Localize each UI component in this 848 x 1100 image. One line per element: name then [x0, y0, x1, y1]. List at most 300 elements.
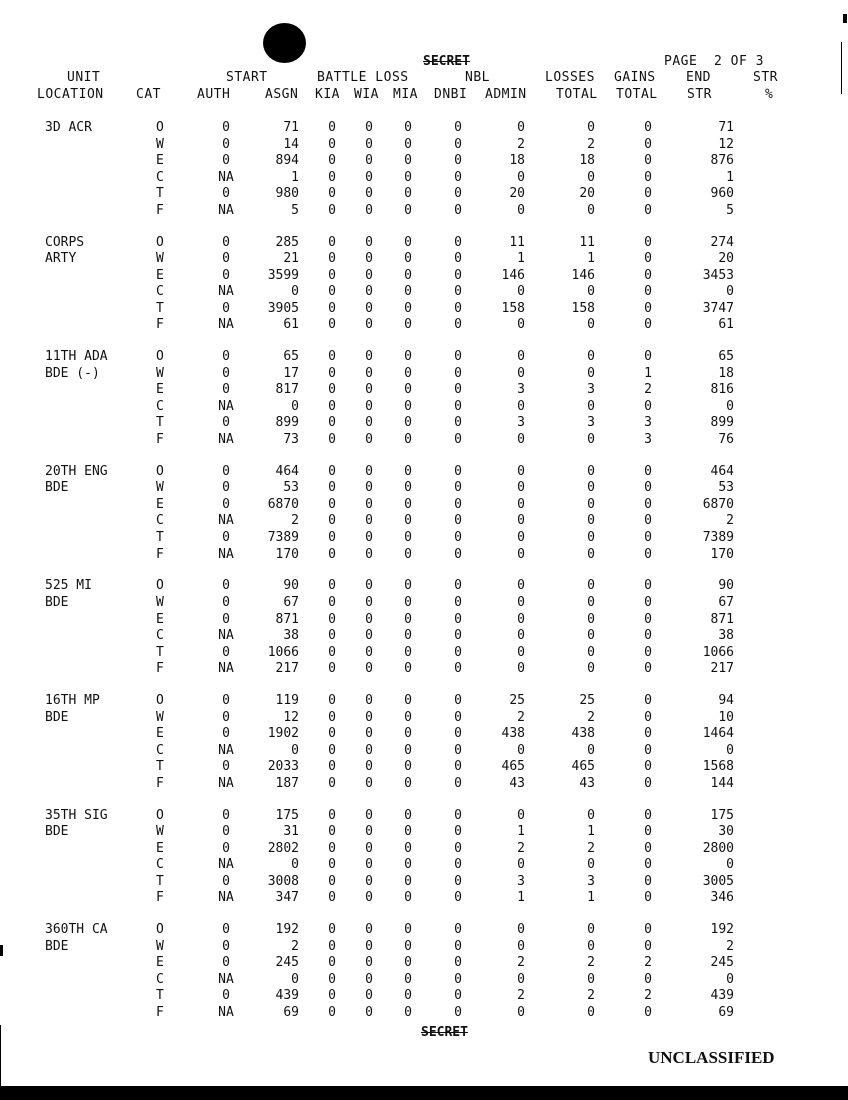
cell-auth: NA: [218, 546, 234, 562]
cell-asgn: 1902: [267, 726, 299, 742]
cell-losses-total: 0: [587, 202, 595, 218]
cell-wia: 0: [365, 496, 373, 512]
cell-kia: 0: [328, 415, 336, 431]
cell-end-str: 38: [718, 628, 734, 644]
cell-wia: 0: [365, 759, 373, 775]
cell-kia: 0: [328, 644, 336, 660]
cell-kia: 0: [328, 267, 336, 283]
cell-gains-total: 0: [644, 267, 652, 283]
cell-losses-total: 0: [587, 578, 595, 594]
cell-losses-total: 0: [587, 496, 595, 512]
cell-dnbi: 0: [454, 382, 462, 398]
cell-admin: 0: [517, 463, 525, 479]
cell-end-str: 0: [726, 742, 734, 758]
cell-asgn: 69: [283, 1004, 299, 1020]
cell-wia: 0: [365, 284, 373, 300]
cell-kia: 0: [328, 857, 336, 873]
cell-dnbi: 0: [454, 153, 462, 169]
cell-auth: 0: [222, 807, 230, 823]
cell-kia: 0: [328, 431, 336, 447]
cell-dnbi: 0: [454, 251, 462, 267]
cell-mia: 0: [404, 398, 412, 414]
cell-cat: O: [156, 234, 164, 250]
cell-asgn: 3008: [267, 873, 299, 889]
header-losses: LOSSES: [545, 70, 595, 85]
cell-asgn: 7389: [267, 530, 299, 545]
cell-gains-total: 0: [644, 759, 652, 775]
cell-mia: 0: [404, 971, 412, 987]
cell-mia: 0: [404, 530, 412, 545]
cell-auth: 0: [222, 415, 230, 431]
cell-cat: F: [156, 661, 164, 677]
cell-dnbi: 0: [454, 349, 462, 365]
cell-end-str: 76: [718, 431, 734, 447]
cell-losses-total: 1: [587, 251, 595, 267]
cell-cat: F: [156, 546, 164, 562]
cell-gains-total: 0: [644, 971, 652, 987]
cell-dnbi: 0: [454, 742, 462, 758]
cell-mia: 0: [404, 775, 412, 791]
cell-cat: E: [156, 267, 164, 283]
cell-auth: 0: [222, 594, 230, 610]
cell-cat: E: [156, 840, 164, 856]
cell-dnbi: 0: [454, 807, 462, 823]
cell-dnbi: 0: [454, 594, 462, 610]
cell-auth: NA: [218, 431, 234, 447]
cell-losses-total: 0: [587, 349, 595, 365]
cell-gains-total: 0: [644, 922, 652, 938]
cell-gains-total: 0: [644, 611, 652, 627]
cell-gains-total: 0: [644, 709, 652, 725]
cell-asgn: 31: [283, 824, 299, 840]
cell-losses-total: 0: [587, 284, 595, 300]
cell-auth: 0: [222, 955, 230, 971]
page-total: 3: [755, 54, 764, 69]
cell-end-str: 1: [726, 169, 734, 185]
cell-asgn: 980: [275, 186, 299, 202]
cell-mia: 0: [404, 463, 412, 479]
cell-dnbi: 0: [454, 840, 462, 856]
header-mia: MIA: [393, 87, 418, 102]
cell-admin: 0: [517, 317, 525, 333]
cell-dnbi: 0: [454, 628, 462, 644]
cell-losses-total: 43: [579, 775, 595, 791]
cell-losses-total: 0: [587, 365, 595, 381]
cell-mia: 0: [404, 709, 412, 725]
cell-dnbi: 0: [454, 169, 462, 185]
cell-kia: 0: [328, 513, 336, 529]
cell-gains-total: 0: [644, 251, 652, 267]
cell-dnbi: 0: [454, 890, 462, 906]
cell-dnbi: 0: [454, 530, 462, 545]
cell-kia: 0: [328, 463, 336, 479]
cell-dnbi: 0: [454, 578, 462, 594]
cell-admin: 11: [509, 234, 525, 250]
cell-losses-total: 1: [587, 890, 595, 906]
cell-admin: 0: [517, 480, 525, 496]
cell-asgn: 894: [275, 153, 299, 169]
cell-losses-total: 3: [587, 873, 595, 889]
cell-losses-total: 2: [587, 988, 595, 1004]
cell-mia: 0: [404, 873, 412, 889]
unit-location: BDE: [45, 480, 69, 496]
cell-mia: 0: [404, 955, 412, 971]
cell-cat: C: [156, 857, 164, 873]
cell-kia: 0: [328, 202, 336, 218]
cell-dnbi: 0: [454, 513, 462, 529]
cell-asgn: 217: [275, 661, 299, 677]
cell-losses-total: 20: [579, 186, 595, 202]
unit-location: BDE: [45, 938, 69, 954]
cell-auth: 0: [222, 922, 230, 938]
cell-mia: 0: [404, 120, 412, 135]
cell-admin: 1: [517, 890, 525, 906]
cell-wia: 0: [365, 955, 373, 971]
scan-bottom-bar: [0, 1086, 848, 1100]
cell-kia: 0: [328, 365, 336, 381]
cell-wia: 0: [365, 120, 373, 135]
cell-cat: C: [156, 169, 164, 185]
cell-asgn: 67: [283, 594, 299, 610]
cell-admin: 3: [517, 873, 525, 889]
cell-losses-total: 438: [571, 726, 595, 742]
cell-wia: 0: [365, 415, 373, 431]
cell-end-str: 2: [726, 938, 734, 954]
cell-kia: 0: [328, 890, 336, 906]
cell-gains-total: 0: [644, 317, 652, 333]
cell-mia: 0: [404, 693, 412, 708]
cell-mia: 0: [404, 153, 412, 169]
cell-losses-total: 11: [579, 234, 595, 250]
header-unit: UNIT: [67, 70, 101, 85]
cell-mia: 0: [404, 169, 412, 185]
cell-losses-total: 2: [587, 136, 595, 152]
cell-admin: 2: [517, 840, 525, 856]
cell-asgn: 0: [291, 742, 299, 758]
cell-admin: 0: [517, 1004, 525, 1020]
cell-dnbi: 0: [454, 317, 462, 333]
cell-wia: 0: [365, 988, 373, 1004]
cell-dnbi: 0: [454, 759, 462, 775]
header-asgn: ASGN: [265, 87, 299, 102]
page-label: PAGE: [664, 54, 698, 69]
cell-end-str: 6870: [702, 496, 734, 512]
cell-wia: 0: [365, 726, 373, 742]
cell-gains-total: 0: [644, 693, 652, 708]
cell-wia: 0: [365, 349, 373, 365]
cell-gains-total: 0: [644, 284, 652, 300]
cell-wia: 0: [365, 169, 373, 185]
cell-end-str: 18: [718, 365, 734, 381]
cell-wia: 0: [365, 513, 373, 529]
cell-kia: 0: [328, 480, 336, 496]
cell-asgn: 192: [275, 922, 299, 938]
cell-admin: 0: [517, 120, 525, 135]
cell-cat: W: [156, 365, 164, 381]
cell-kia: 0: [328, 709, 336, 725]
cell-cat: T: [156, 300, 164, 316]
cell-kia: 0: [328, 234, 336, 250]
cell-wia: 0: [365, 530, 373, 545]
header-start: START: [226, 70, 268, 85]
cell-auth: 0: [222, 840, 230, 856]
cell-end-str: 3005: [702, 873, 734, 889]
cell-mia: 0: [404, 186, 412, 202]
cell-dnbi: 0: [454, 234, 462, 250]
header-losses-total: TOTAL: [556, 87, 598, 102]
cell-cat: O: [156, 693, 164, 708]
classification-marking: UNCLASSIFIED: [648, 1048, 775, 1067]
cell-mia: 0: [404, 267, 412, 283]
cell-end-str: 175: [710, 807, 734, 823]
cell-cat: C: [156, 513, 164, 529]
cell-mia: 0: [404, 807, 412, 823]
cell-end-str: 65: [718, 349, 734, 365]
cell-admin: 0: [517, 202, 525, 218]
cell-wia: 0: [365, 234, 373, 250]
cell-end-str: 170: [710, 546, 734, 562]
cell-end-str: 346: [710, 890, 734, 906]
cell-dnbi: 0: [454, 300, 462, 316]
cell-gains-total: 0: [644, 234, 652, 250]
cell-gains-total: 0: [644, 202, 652, 218]
cell-gains-total: 0: [644, 938, 652, 954]
cell-asgn: 90: [283, 578, 299, 594]
cell-cat: E: [156, 611, 164, 627]
cell-kia: 0: [328, 938, 336, 954]
cell-end-str: 3747: [702, 300, 734, 316]
unit-location: 35TH SIG: [45, 807, 108, 823]
cell-end-str: 217: [710, 661, 734, 677]
cell-dnbi: 0: [454, 709, 462, 725]
header-dnbi: DNBI: [434, 87, 468, 102]
unit-location: 525 MI: [45, 578, 92, 594]
cell-admin: 0: [517, 349, 525, 365]
cell-gains-total: 0: [644, 349, 652, 365]
cell-asgn: 285: [275, 234, 299, 250]
cell-auth: NA: [218, 890, 234, 906]
cell-asgn: 170: [275, 546, 299, 562]
cell-kia: 0: [328, 988, 336, 1004]
cell-gains-total: 0: [644, 661, 652, 677]
cell-dnbi: 0: [454, 857, 462, 873]
cell-gains-total: 0: [644, 840, 652, 856]
cell-losses-total: 25: [579, 693, 595, 708]
cell-kia: 0: [328, 873, 336, 889]
cell-gains-total: 0: [644, 120, 652, 135]
cell-dnbi: 0: [454, 480, 462, 496]
cell-admin: 0: [517, 807, 525, 823]
cell-admin: 2: [517, 136, 525, 152]
cell-cat: F: [156, 775, 164, 791]
cell-end-str: 71: [718, 120, 734, 135]
cell-losses-total: 0: [587, 628, 595, 644]
cell-admin: 438: [501, 726, 525, 742]
unit-location: 360TH CA: [45, 922, 108, 938]
cell-asgn: 1: [291, 169, 299, 185]
header-location: LOCATION: [37, 87, 104, 102]
cell-asgn: 347: [275, 890, 299, 906]
cell-mia: 0: [404, 496, 412, 512]
cell-dnbi: 0: [454, 873, 462, 889]
cell-kia: 0: [328, 840, 336, 856]
cell-cat: F: [156, 317, 164, 333]
cell-end-str: 274: [710, 234, 734, 250]
cell-mia: 0: [404, 938, 412, 954]
cell-losses-total: 0: [587, 594, 595, 610]
page-number: 2: [713, 54, 723, 69]
cell-cat: T: [156, 873, 164, 889]
unit-location: 11TH ADA: [45, 349, 108, 365]
cell-kia: 0: [328, 186, 336, 202]
cell-mia: 0: [404, 742, 412, 758]
cell-cat: C: [156, 971, 164, 987]
cell-dnbi: 0: [454, 365, 462, 381]
cell-losses-total: 0: [587, 971, 595, 987]
cell-wia: 0: [365, 431, 373, 447]
cell-cat: C: [156, 742, 164, 758]
cell-losses-total: 146: [571, 267, 595, 283]
unit-location: ARTY: [45, 251, 77, 267]
cell-gains-total: 0: [644, 890, 652, 906]
header-nbl: NBL: [465, 70, 490, 85]
cell-kia: 0: [328, 661, 336, 677]
cell-auth: 0: [222, 709, 230, 725]
cell-kia: 0: [328, 546, 336, 562]
cell-asgn: 2: [291, 938, 299, 954]
cell-end-str: 67: [718, 594, 734, 610]
cell-auth: NA: [218, 1004, 234, 1020]
cell-asgn: 3905: [267, 300, 299, 316]
cell-auth: NA: [218, 317, 234, 333]
cell-end-str: 90: [718, 578, 734, 594]
cell-mia: 0: [404, 578, 412, 594]
cell-wia: 0: [365, 938, 373, 954]
header-battle-loss: BATTLE LOSS: [317, 70, 409, 85]
cell-kia: 0: [328, 611, 336, 627]
cell-dnbi: 0: [454, 120, 462, 135]
cell-gains-total: 0: [644, 136, 652, 152]
cell-auth: 0: [222, 251, 230, 267]
cell-cat: F: [156, 431, 164, 447]
cell-dnbi: 0: [454, 284, 462, 300]
cell-end-str: 871: [710, 611, 734, 627]
cell-admin: 0: [517, 594, 525, 610]
cell-asgn: 5: [291, 202, 299, 218]
header-pct: %: [765, 87, 774, 102]
cell-cat: T: [156, 186, 164, 202]
cell-end-str: 12: [718, 136, 734, 152]
cell-dnbi: 0: [454, 546, 462, 562]
cell-asgn: 899: [275, 415, 299, 431]
cell-gains-total: 0: [644, 398, 652, 414]
cell-end-str: 1464: [702, 726, 734, 742]
cell-asgn: 175: [275, 807, 299, 823]
cell-kia: 0: [328, 398, 336, 414]
cell-dnbi: 0: [454, 496, 462, 512]
cell-dnbi: 0: [454, 644, 462, 660]
cell-dnbi: 0: [454, 267, 462, 283]
cell-kia: 0: [328, 317, 336, 333]
cell-kia: 0: [328, 349, 336, 365]
cell-wia: 0: [365, 775, 373, 791]
cell-mia: 0: [404, 349, 412, 365]
cell-mia: 0: [404, 415, 412, 431]
cell-gains-total: 0: [644, 300, 652, 316]
cell-dnbi: 0: [454, 775, 462, 791]
cell-kia: 0: [328, 971, 336, 987]
cell-end-str: 94: [718, 693, 734, 708]
cell-gains-total: 0: [644, 644, 652, 660]
cell-dnbi: 0: [454, 463, 462, 479]
header-wia: WIA: [354, 87, 379, 102]
cell-admin: 0: [517, 398, 525, 414]
cell-wia: 0: [365, 594, 373, 610]
header-kia: KIA: [315, 87, 340, 102]
cell-mia: 0: [404, 857, 412, 873]
cell-cat: W: [156, 709, 164, 725]
cell-end-str: 5: [726, 202, 734, 218]
unit-location: BDE: [45, 594, 69, 610]
cell-end-str: 192: [710, 922, 734, 938]
cell-admin: 0: [517, 546, 525, 562]
header-gains-total: TOTAL: [616, 87, 658, 102]
cell-auth: 0: [222, 644, 230, 660]
cell-dnbi: 0: [454, 431, 462, 447]
cell-mia: 0: [404, 365, 412, 381]
cell-auth: 0: [222, 300, 230, 316]
cell-cat: W: [156, 824, 164, 840]
cell-gains-total: 0: [644, 1004, 652, 1020]
cell-admin: 158: [501, 300, 525, 316]
cell-losses-total: 18: [579, 153, 595, 169]
cell-losses-total: 0: [587, 742, 595, 758]
cell-wia: 0: [365, 709, 373, 725]
cell-mia: 0: [404, 824, 412, 840]
cell-end-str: 0: [726, 284, 734, 300]
cell-cat: O: [156, 120, 164, 135]
secret-marking-bottom: SECRET: [421, 1025, 468, 1040]
cell-auth: 0: [222, 186, 230, 202]
cell-mia: 0: [404, 922, 412, 938]
cell-asgn: 245: [275, 955, 299, 971]
cell-auth: NA: [218, 971, 234, 987]
cell-kia: 0: [328, 136, 336, 152]
cell-admin: 2: [517, 955, 525, 971]
cell-mia: 0: [404, 382, 412, 398]
cell-cat: T: [156, 644, 164, 660]
cell-cat: W: [156, 251, 164, 267]
cell-wia: 0: [365, 398, 373, 414]
cell-losses-total: 0: [587, 1004, 595, 1020]
cell-cat: C: [156, 628, 164, 644]
cell-kia: 0: [328, 807, 336, 823]
cell-wia: 0: [365, 578, 373, 594]
cell-gains-total: 2: [644, 988, 652, 1004]
cell-admin: 0: [517, 611, 525, 627]
cell-auth: NA: [218, 513, 234, 529]
cell-asgn: 0: [291, 857, 299, 873]
cell-gains-total: 0: [644, 463, 652, 479]
cell-wia: 0: [365, 807, 373, 823]
cell-end-str: 0: [726, 971, 734, 987]
cell-losses-total: 0: [587, 611, 595, 627]
cell-admin: 0: [517, 644, 525, 660]
cell-kia: 0: [328, 693, 336, 708]
cell-wia: 0: [365, 1004, 373, 1020]
cell-dnbi: 0: [454, 693, 462, 708]
cell-mia: 0: [404, 300, 412, 316]
